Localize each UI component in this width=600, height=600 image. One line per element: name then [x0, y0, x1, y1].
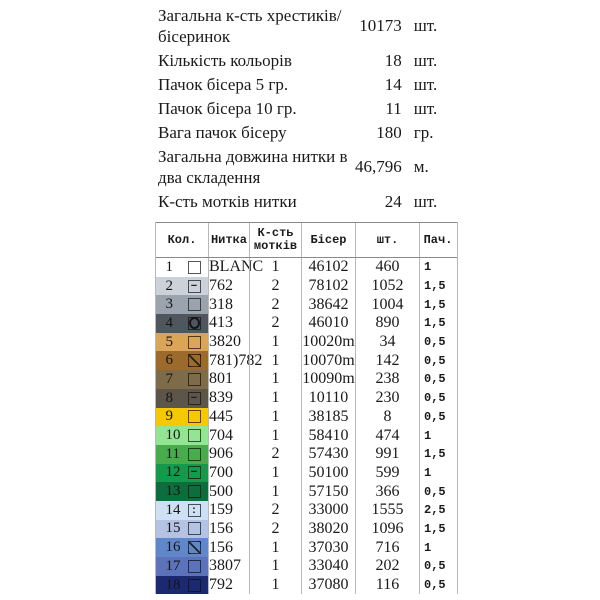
- color-number: 5: [165, 333, 173, 350]
- summary-unit: гр.: [413, 122, 434, 142]
- color-swatch: [156, 501, 208, 520]
- thread-code: 413: [208, 314, 249, 333]
- symbol-none-icon: [188, 298, 201, 311]
- thread-code: 700: [208, 464, 249, 483]
- thread-code: 156: [208, 538, 249, 557]
- table-row: [156, 277, 457, 296]
- color-number: 7: [165, 370, 173, 387]
- color-number: 18: [165, 576, 181, 593]
- summary-unit: шт.: [413, 50, 438, 70]
- thread-code: 762: [208, 277, 249, 296]
- color-number: 14: [165, 501, 181, 518]
- skeins-count: 1: [249, 258, 301, 277]
- table-row: [156, 538, 457, 557]
- skeins-count: 1: [249, 351, 301, 370]
- skeins-count: 1: [249, 408, 301, 427]
- header-packs: Пач.: [419, 223, 456, 257]
- symbol-dash-icon: −: [188, 392, 201, 405]
- symbol-none-icon: [188, 485, 201, 498]
- summary-label: Кількість кольорів: [158, 51, 292, 70]
- symbol-none-icon: [188, 261, 201, 274]
- bead-code: 50100: [301, 464, 355, 483]
- packs-count: 1,5: [419, 314, 456, 333]
- packs-count: 0,5: [419, 389, 456, 408]
- color-swatch: [156, 295, 208, 314]
- bead-code: 10090m: [302, 370, 355, 388]
- packs-count: 1: [419, 426, 456, 445]
- skeins-count: 2: [249, 445, 301, 464]
- table-row: [156, 464, 457, 483]
- skeins-count: 2: [249, 295, 301, 314]
- skeins-count: 1: [249, 482, 301, 501]
- color-number: 9: [165, 408, 173, 425]
- header-qty: шт.: [355, 223, 419, 257]
- skeins-count: 1: [249, 333, 301, 352]
- bead-code: 10110: [301, 389, 355, 408]
- skeins-count: 2: [249, 501, 301, 520]
- skeins-count: 1: [249, 538, 301, 557]
- summary-label: Вага пачок бісеру: [158, 123, 287, 142]
- bead-code: 37030: [301, 538, 355, 557]
- thread-code: 500: [208, 482, 249, 501]
- table-row: [156, 482, 457, 501]
- summary-value: 46,796: [354, 157, 402, 176]
- summary-unit: м.: [413, 157, 429, 176]
- summary-row: [158, 98, 448, 119]
- table-row: [156, 370, 457, 389]
- thread-code: 704: [208, 426, 249, 445]
- color-swatch: [156, 538, 208, 557]
- bead-code: 78102: [301, 277, 355, 296]
- skeins-count: 2: [249, 520, 301, 539]
- skeins-count: 2: [249, 314, 301, 333]
- summary-label: Пачок бісера 10 гр.: [158, 99, 297, 118]
- bead-qty: 366: [355, 482, 419, 501]
- bead-qty: 202: [355, 557, 419, 576]
- symbol-none-icon: [188, 560, 201, 573]
- bead-qty: 599: [355, 464, 419, 483]
- packs-count: 2,5: [419, 501, 456, 520]
- bead-qty: 1004: [355, 295, 419, 314]
- summary-label: Загальна к-сть хрестиків/бісеринок: [158, 6, 342, 46]
- summary-value: 14: [384, 74, 402, 94]
- packs-count: 0,5: [419, 370, 456, 389]
- packs-count: 1,5: [419, 445, 456, 464]
- summary-value: 11: [385, 98, 402, 118]
- summary-label: Пачок бісера 5 гр.: [158, 75, 289, 94]
- symbol-colon-icon: :: [188, 504, 201, 517]
- header-beads: Бісер: [301, 223, 355, 257]
- thread-code: 159: [208, 501, 249, 520]
- bead-code: 38185: [301, 408, 355, 427]
- thread-code: 792: [208, 576, 249, 595]
- packs-count: 0,5: [419, 576, 456, 595]
- color-number: 13: [165, 483, 181, 500]
- bead-qty: 116: [355, 576, 419, 595]
- thread-code: 156: [208, 520, 249, 539]
- table-row: [156, 576, 457, 595]
- color-swatch: [156, 277, 208, 296]
- table-row: [156, 389, 457, 408]
- table-row: [156, 445, 457, 464]
- bead-qty: 230: [355, 389, 419, 408]
- packs-count: 1,5: [419, 295, 456, 314]
- symbol-circle-icon: [188, 317, 201, 330]
- table-row: [156, 258, 457, 277]
- bead-qty: 474: [355, 426, 419, 445]
- symbol-none-icon: [188, 522, 201, 535]
- thread-code: 318: [208, 295, 249, 314]
- packs-count: 0,5: [419, 557, 456, 576]
- thread-code: 3807: [208, 557, 249, 576]
- thread-code: BLANC: [209, 258, 264, 276]
- packs-count: 1,5: [419, 520, 456, 539]
- bead-qty: 8: [355, 408, 419, 427]
- bead-code: 58410: [301, 426, 355, 445]
- header-color: Кол.: [167, 232, 197, 247]
- color-swatch: [156, 520, 208, 539]
- summary-row: [158, 191, 448, 212]
- thread-code: 445: [208, 408, 249, 427]
- summary-unit: шт.: [413, 16, 438, 35]
- color-number: 17: [165, 557, 181, 574]
- bead-code: 33040: [301, 557, 355, 576]
- color-swatch: [156, 408, 208, 427]
- color-number: 11: [165, 445, 180, 462]
- bead-qty: 142: [355, 351, 419, 370]
- bead-code: 10070m: [302, 351, 355, 369]
- packs-count: 0,5: [419, 408, 456, 427]
- summary-unit: шт.: [413, 191, 438, 211]
- bead-qty: 991: [355, 445, 419, 464]
- color-swatch: [156, 389, 208, 408]
- color-swatch: [156, 482, 208, 501]
- thread-code: 801: [208, 370, 249, 389]
- color-number: 6: [165, 352, 173, 369]
- bead-code: 57150: [301, 482, 355, 501]
- symbol-none-icon: [188, 373, 201, 386]
- bead-code: 33000: [301, 501, 355, 520]
- color-swatch: [156, 464, 208, 483]
- packs-count: 1: [419, 538, 456, 557]
- summary-row: [158, 5, 448, 47]
- color-number: 8: [165, 389, 173, 406]
- summary-label: Загальна довжина нитки в два складення: [158, 147, 348, 187]
- thread-code: 782(781: [209, 351, 263, 369]
- color-key-table: [155, 222, 458, 594]
- packs-count: 1: [419, 258, 456, 277]
- color-swatch: [156, 258, 208, 277]
- summary-row: [158, 146, 448, 188]
- color-number: 1: [165, 258, 173, 275]
- table-row: [156, 426, 457, 445]
- skeins-count: 1: [249, 426, 301, 445]
- bead-qty: 890: [355, 314, 419, 333]
- skeins-count: 1: [249, 557, 301, 576]
- packs-count: 0,5: [419, 351, 456, 370]
- summary-unit: шт.: [413, 98, 438, 118]
- color-number: 15: [165, 520, 181, 537]
- bead-code: 37080: [301, 576, 355, 595]
- bead-code: 57430: [301, 445, 355, 464]
- symbol-none-icon: [188, 410, 201, 423]
- skeins-count: 1: [249, 576, 301, 595]
- header-skeins: К-сть мотків: [249, 223, 301, 257]
- color-swatch: [156, 557, 208, 576]
- summary-value: 24: [384, 191, 402, 211]
- header-thread: Нитка: [208, 223, 249, 257]
- symbol-slash-icon: [188, 354, 201, 367]
- table-row: [156, 501, 457, 520]
- symbol-none-icon: [188, 429, 201, 442]
- packs-count: 1,5: [419, 277, 456, 296]
- symbol-dash-icon: −: [188, 280, 201, 293]
- bead-code: 38020: [301, 520, 355, 539]
- bead-qty: 1555: [355, 501, 419, 520]
- table-row: [156, 314, 457, 333]
- table-row: [156, 408, 457, 427]
- symbol-none-icon: [188, 336, 201, 349]
- skeins-count: 1: [249, 389, 301, 408]
- summary-row: [158, 74, 448, 95]
- bead-qty: 716: [355, 538, 419, 557]
- summary-value: 18: [384, 50, 402, 70]
- packs-count: 0,5: [419, 333, 456, 352]
- summary-label: К-сть мотків нитки: [158, 192, 297, 211]
- table-row: [156, 520, 457, 539]
- summary-row: [158, 50, 448, 71]
- bead-code: 46010: [301, 314, 355, 333]
- color-number: 3: [165, 296, 173, 313]
- packs-count: 0,5: [419, 482, 456, 501]
- bead-qty: 1052: [355, 277, 419, 296]
- color-swatch: [156, 426, 208, 445]
- bead-code: 46102: [301, 258, 355, 277]
- bead-code: 38642: [301, 295, 355, 314]
- skeins-count: 1: [249, 464, 301, 483]
- color-swatch: [156, 370, 208, 389]
- color-number: 4: [165, 314, 173, 331]
- table-row: [156, 333, 457, 352]
- table-row: [156, 295, 457, 314]
- summary-row: [158, 122, 448, 143]
- table-row: [156, 557, 457, 576]
- color-swatch: [156, 333, 208, 352]
- color-number: 12: [165, 464, 181, 481]
- color-swatch: [156, 576, 208, 595]
- symbol-none-icon: [188, 579, 201, 592]
- color-number: 2: [165, 277, 173, 294]
- thread-code: 839: [208, 389, 249, 408]
- skeins-count: 1: [249, 370, 301, 389]
- bead-qty: 238: [355, 370, 419, 389]
- bead-qty: 34: [355, 333, 419, 352]
- table-row: [156, 351, 457, 370]
- skeins-count: 2: [249, 277, 301, 296]
- summary-value: 180: [376, 122, 402, 142]
- summary-unit: шт.: [413, 74, 438, 94]
- bead-qty: 1096: [355, 520, 419, 539]
- table-body: [156, 258, 457, 594]
- symbol-dash-icon: −: [188, 466, 201, 479]
- symbol-none-icon: [188, 448, 201, 461]
- packs-count: 1: [419, 464, 456, 483]
- thread-code: 3820: [208, 333, 249, 352]
- color-number: 16: [165, 539, 181, 556]
- circle-glyph: [189, 317, 200, 329]
- summary-value: 10173: [359, 16, 402, 35]
- color-swatch: [156, 351, 208, 370]
- thread-code: 906: [208, 445, 249, 464]
- summary-block: [158, 5, 448, 215]
- color-number: 10: [165, 427, 181, 444]
- bead-code: 10020m: [302, 333, 355, 351]
- color-swatch: [156, 314, 208, 333]
- table-header-row: [156, 222, 457, 258]
- color-swatch: [156, 445, 208, 464]
- bead-qty: 460: [355, 258, 419, 277]
- symbol-slash-icon: [188, 541, 201, 554]
